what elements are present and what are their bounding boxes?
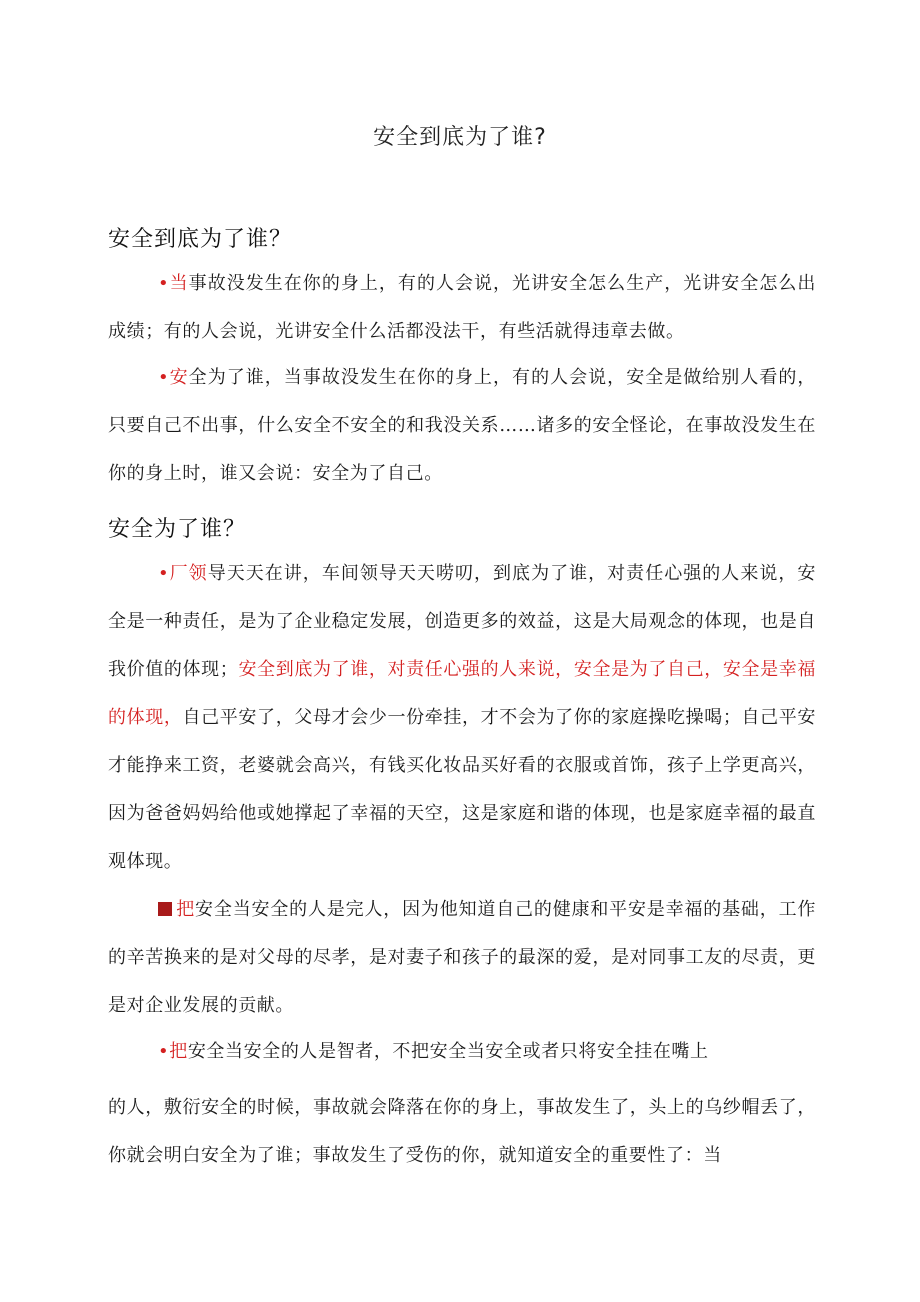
- lead-char: 安: [169, 367, 189, 388]
- bullet-icon: •: [158, 563, 170, 584]
- lead-char: 把: [169, 1041, 188, 1062]
- lead-char: 把: [176, 899, 196, 920]
- paragraph-text: 安全当安全的人是完人，因为他知道自己的健康和平安是幸福的基础，工作的辛苦换来的是对父母的尽孝，是对妻子和孩子的最深的爱，是对同事工友的尽责，更是对企业发展的贡献。: [108, 899, 816, 1016]
- paragraph-5: [108, 1028, 816, 1076]
- paragraph-2: [108, 354, 816, 498]
- paragraph-text: 的人，敷衍安全的时候，事故就会降落在你的身上，事故发生了，头上的乌纱帽丢了，你就会明白安全为了谁；事故发生了受伤的你，就知道安全的重要性了：当: [108, 1097, 816, 1166]
- document-title: 安全到底为了谁?: [373, 125, 547, 150]
- paragraph-1: [108, 260, 816, 356]
- section-heading-2: 安全为了谁？: [108, 517, 247, 542]
- paragraph-text: 导天天在讲，车间领导天天唠叨，到底为了谁，对责任心强的人来说，安全是一种责任，是为了企业稳定发展，创造更多的效益，这是大局观念的体现，也是自我价值的体现；: [108, 563, 816, 680]
- paragraph-4: [108, 886, 816, 1030]
- paragraph-text: 全为了谁，当事故没发生在你的身上，有的人会说，安全是做给别人看的，只要自己不出事，什么安全不安全的和我没关系……诸多的安全怪论，在事故没发生在你的身上时，谁又会说：安全为了自己。: [108, 367, 816, 484]
- square-bullet-icon: [158, 902, 172, 916]
- bullet-icon: •: [158, 1041, 170, 1062]
- lead-char: 当: [169, 273, 189, 294]
- paragraph-3: [108, 550, 816, 886]
- paragraph-6: [108, 1084, 816, 1180]
- paragraph-text: 事故没发生在你的身上，有的人会说，光讲安全怎么生产，光讲安全怎么出成绩；有的人会说，光讲安全什么活都没法干，有些活就得违章去做。: [108, 273, 816, 342]
- paragraph-text: 安全当安全的人是智者，不把安全当安全或者只将安全挂在嘴上: [187, 1041, 709, 1062]
- highlighted-text: 安全到底为了谁，对责任心强的人来说，安全是为了自己，安全是幸福的体现，: [108, 659, 816, 728]
- section-heading-1: 安全到底为了谁？: [108, 227, 293, 252]
- lead-char: 厂领: [169, 563, 208, 584]
- bullet-icon: •: [158, 273, 170, 294]
- bullet-icon: •: [158, 367, 170, 388]
- paragraph-text-continued: 自己平安了，父母才会少一份牵挂，才不会为了你的家庭操吃操喝；自己平安才能挣来工资，老婆就会高兴，有钱买化妆品买好看的衣服或首饰，孩子上学更高兴，因为爸爸妈妈给他或她撑起了幸福的天空，这是家庭和谐的体现，也是家庭幸福的最直观体现。: [108, 707, 816, 872]
